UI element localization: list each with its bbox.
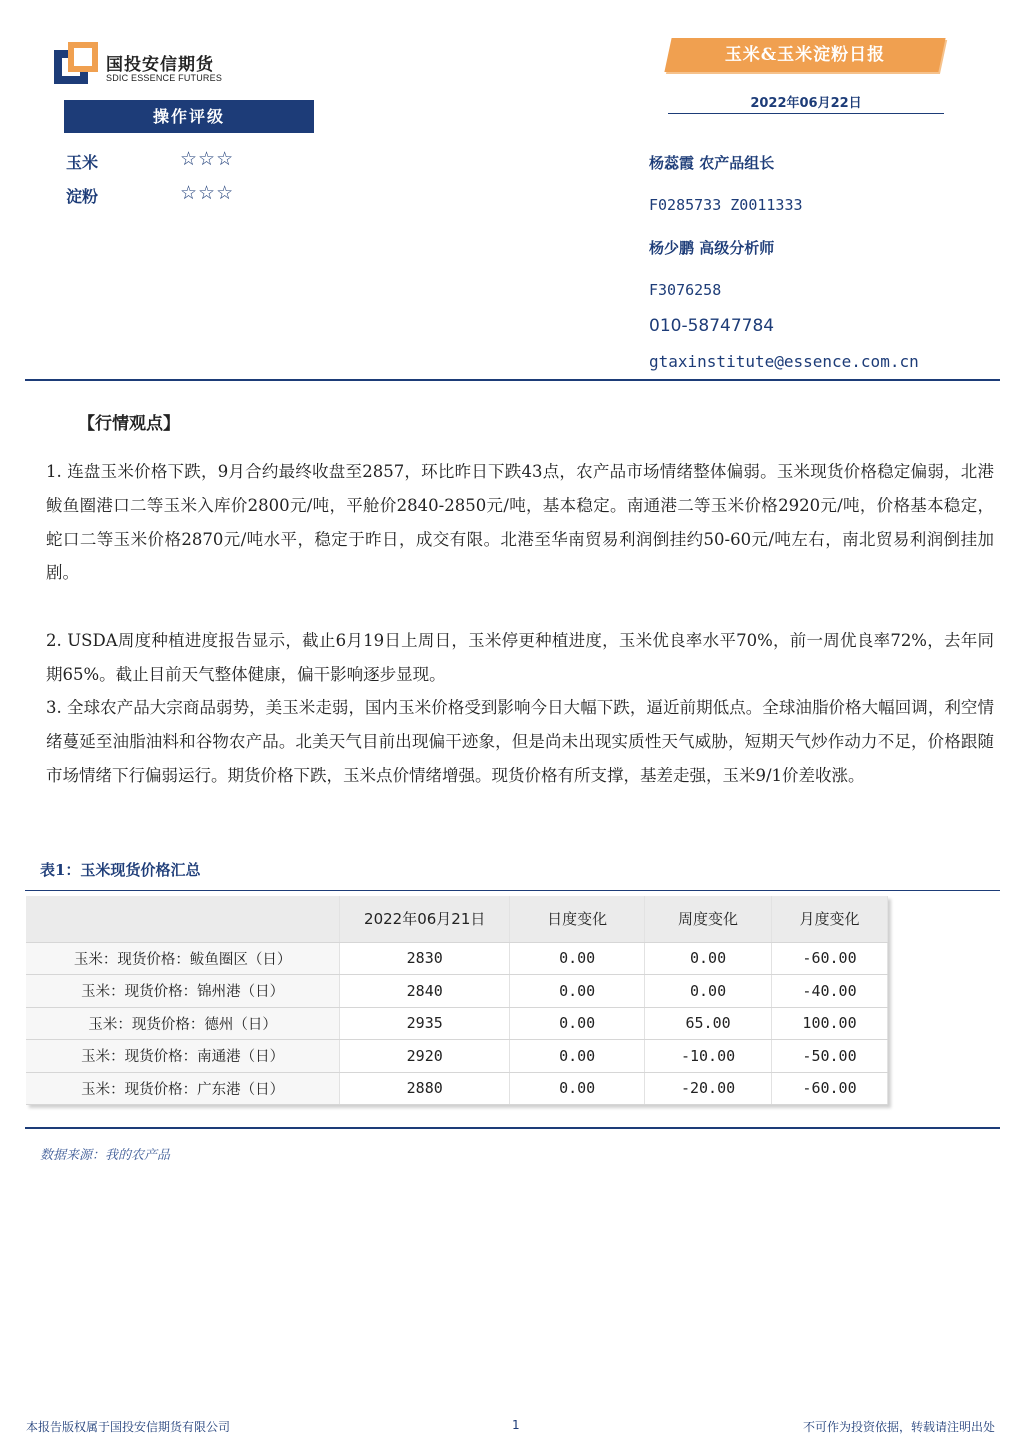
- table-cell: 100.00: [772, 1007, 888, 1040]
- market-view-paragraph-1: 1. 连盘玉米价格下跌，9月合约最终收盘至2857，环比昨日下跌43点，农产品市场情绪整体偏弱。玉米现货价格稳定偏弱，北港鲅鱼圈港口二等玉米入库价2800元/吨，平舱价2840-2850元/吨，基本稳定。南通港二等玉米价格2920元/吨，价格基本稳定，蛇口二等玉米价格2870元/吨水平，稳定于昨日，成交有限。北港至华南贸易利润倒挂约50-60元/吨左右，南北贸易利润倒挂加剧。: [46, 462, 994, 583]
- table-row: [26, 1072, 888, 1105]
- table-header-cell: 日度变化: [510, 896, 645, 942]
- table-header-row: [26, 896, 888, 942]
- table-cell: -40.00: [772, 975, 888, 1008]
- table-cell: 2830: [340, 942, 510, 975]
- rating-stars-icon: ☆☆☆: [180, 148, 235, 170]
- table-cell: 2920: [340, 1040, 510, 1073]
- footer-copyright: 本报告版权属于国投安信期货有限公司: [26, 1420, 231, 1434]
- table-cell-name: 玉米：现货价格：南通港（日）: [26, 1040, 340, 1073]
- rating-title: 操作评级: [64, 100, 314, 133]
- table-cell: -10.00: [645, 1040, 772, 1073]
- table-cell: 0.00: [510, 1072, 645, 1105]
- table-cell: 0.00: [510, 975, 645, 1008]
- analyst-1-id: F0285733 Z0011333: [649, 196, 803, 214]
- table-cell: -60.00: [772, 942, 888, 975]
- logo-chinese-text: 国投安信期货: [106, 55, 214, 75]
- table-cell: 0.00: [645, 942, 772, 975]
- contact-phone: 010-58747784: [649, 316, 775, 336]
- report-title: 玉米&玉米淀粉日报: [724, 45, 886, 65]
- table-row: [26, 942, 888, 975]
- table-header-cell: 周度变化: [645, 896, 772, 942]
- table-header-cell: 2022年06月21日: [340, 896, 510, 942]
- table-cell-name: 玉米：现货价格：鲅鱼圈区（日）: [26, 942, 340, 975]
- table-cell: -50.00: [772, 1040, 888, 1073]
- footer-disclaimer: 不可作为投资依据，转载请注明出处: [802, 1420, 995, 1434]
- table-cell: 2880: [340, 1072, 510, 1105]
- table-header-cell: [26, 896, 340, 942]
- market-view-paragraph-3: 3. 全球农产品大宗商品弱势，美玉米走弱，国内玉米价格受到影响今日大幅下跌，逼近前期低点。全球油脂价格大幅回调，利空情绪蔓延至油脂油料和谷物农产品。北美天气目前出现偏干迹象，但是尚未出现实质性天气威胁，短期天气炒作动力不足，价格跟随市场情绪下行偏弱运行。期货价格下跌，玉米点价情绪增强。现货价格有所支撑，基差走强，玉米9/1价差收涨。: [46, 698, 994, 785]
- rating-name: 淀粉: [66, 187, 99, 206]
- company-logo: [54, 42, 244, 90]
- table-cell: 2935: [340, 1007, 510, 1040]
- spot-price-table: [26, 896, 888, 1105]
- table-cell: 0.00: [510, 1007, 645, 1040]
- analyst-1-name: 杨蕊霞 农产品组长: [649, 154, 775, 172]
- table-cell-name: 玉米：现货价格：广东港（日）: [26, 1072, 340, 1105]
- table-cell: 65.00: [645, 1007, 772, 1040]
- table-cell: -20.00: [645, 1072, 772, 1105]
- table-cell: 0.00: [510, 1040, 645, 1073]
- table-row: [26, 1007, 888, 1040]
- rating-stars-icon: ☆☆☆: [180, 182, 235, 204]
- rating-row-starch: [66, 184, 316, 208]
- table-cell-name: 玉米：现货价格：锦州港（日）: [26, 975, 340, 1008]
- table-row: [26, 1040, 888, 1073]
- table-cell: 2840: [340, 975, 510, 1008]
- report-date: 2022年06月22日: [750, 96, 862, 111]
- market-view-title: 【行情观点】: [78, 414, 180, 434]
- table-cell: -60.00: [772, 1072, 888, 1105]
- analyst-2-id: F3076258: [649, 281, 722, 299]
- table-cell: 0.00: [510, 942, 645, 975]
- logo-english-text: SDIC ESSENCE FUTURES: [106, 73, 223, 83]
- table-row: [26, 975, 888, 1008]
- table-title-divider: [25, 890, 1000, 891]
- market-view-paragraph-2: 2. USDA周度种植进度报告显示，截止6月19日上周日，玉米停更种植进度，玉米优良率水平70%，前一周优良率72%，去年同期65%。截止目前天气整体健康，偏干影响逐步显现。: [46, 631, 994, 684]
- table-header-cell: 月度变化: [772, 896, 888, 942]
- table-bottom-divider: [25, 1127, 1000, 1129]
- table-title: 表1：玉米现货价格汇总: [40, 861, 201, 879]
- rating-row-corn: [66, 150, 316, 174]
- data-source-note: 数据来源：我的农产品: [40, 1148, 171, 1163]
- logo-mark-icon: [54, 42, 98, 84]
- date-divider: [668, 113, 944, 114]
- header-divider: [25, 379, 1000, 381]
- contact-email[interactable]: gtaxinstitute@essence.com.cn: [649, 352, 919, 371]
- table-cell-name: 玉米：现货价格：德州（日）: [26, 1007, 340, 1040]
- page-number: 1: [512, 1418, 520, 1432]
- analyst-2-name: 杨少鹏 高级分析师: [649, 239, 775, 257]
- rating-name: 玉米: [66, 153, 99, 172]
- table-cell: 0.00: [645, 975, 772, 1008]
